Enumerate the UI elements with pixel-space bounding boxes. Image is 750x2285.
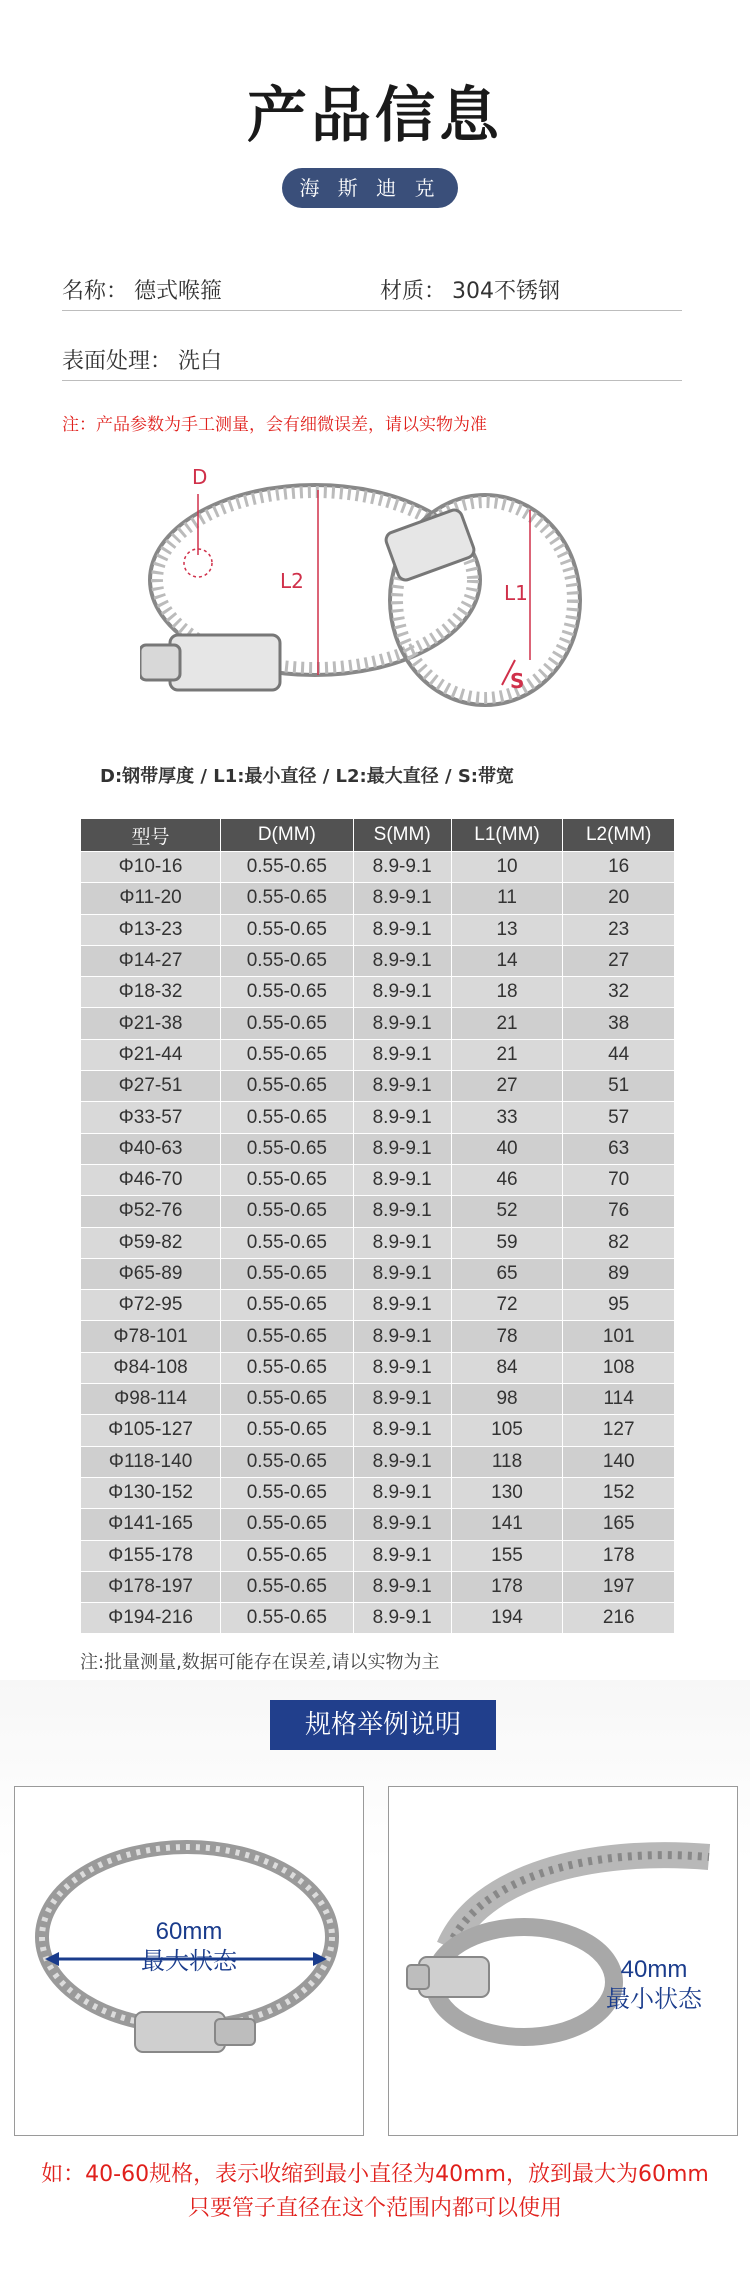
table-cell: Φ155-178 <box>81 1540 221 1571</box>
table-note: 注:批量测量,数据可能存在误差,请以实物为主 <box>80 1652 440 1673</box>
table-cell: 0.55-0.65 <box>221 1102 354 1133</box>
table-cell: Φ27-51 <box>81 1071 221 1102</box>
clamp-diagram <box>140 460 640 730</box>
table-cell: 95 <box>563 1290 675 1321</box>
table-cell: Φ52-76 <box>81 1196 221 1227</box>
table-row <box>81 1352 675 1383</box>
col-model: 型号 <box>81 819 221 852</box>
table-cell: 0.55-0.65 <box>221 1477 354 1508</box>
table-row <box>81 1008 675 1039</box>
table-row <box>81 1039 675 1070</box>
table-row <box>81 1415 675 1446</box>
table-cell: 14 <box>451 945 563 976</box>
table-cell: 27 <box>563 945 675 976</box>
example-explanation <box>0 2158 750 2226</box>
table-cell: 165 <box>563 1509 675 1540</box>
table-cell: 141 <box>451 1509 563 1540</box>
table-cell: 178 <box>451 1571 563 1602</box>
table-cell: 8.9-9.1 <box>353 1321 451 1352</box>
table-cell: 18 <box>451 977 563 1008</box>
table-cell: 8.9-9.1 <box>353 1258 451 1289</box>
example-panel-max <box>14 1786 364 2136</box>
table-row <box>81 1071 675 1102</box>
table-cell: 70 <box>563 1164 675 1195</box>
min-state-label: 最小状态 <box>606 1986 702 2013</box>
table-row <box>81 1603 675 1634</box>
table-cell: 155 <box>451 1540 563 1571</box>
table-cell: 194 <box>451 1603 563 1634</box>
table-cell: Φ65-89 <box>81 1258 221 1289</box>
table-cell: 0.55-0.65 <box>221 1227 354 1258</box>
table-row <box>81 1102 675 1133</box>
table-cell: Φ59-82 <box>81 1227 221 1258</box>
example-panel-min <box>388 1786 738 2136</box>
col-d: D(MM) <box>221 819 354 852</box>
spec-table-header <box>81 819 675 852</box>
table-cell: Φ33-57 <box>81 1102 221 1133</box>
table-cell: Φ14-27 <box>81 945 221 976</box>
small-clamp-screw-housing <box>384 508 476 582</box>
table-cell: 0.55-0.65 <box>221 914 354 945</box>
table-cell: Φ10-16 <box>81 852 221 883</box>
col-l2: L2(MM) <box>563 819 675 852</box>
label-l1: L1 <box>504 581 528 605</box>
table-row <box>81 977 675 1008</box>
table-row <box>81 1196 675 1227</box>
label-l2: L2 <box>280 569 304 593</box>
table-cell: 8.9-9.1 <box>353 852 451 883</box>
table-row <box>81 1164 675 1195</box>
example-line-2: 只要管子直径在这个范围内都可以使用 <box>187 2196 562 2221</box>
table-cell: 8.9-9.1 <box>353 1133 451 1164</box>
table-cell: 105 <box>451 1415 563 1446</box>
table-cell: 8.9-9.1 <box>353 1008 451 1039</box>
table-cell: 32 <box>563 977 675 1008</box>
table-cell: 140 <box>563 1446 675 1477</box>
table-row <box>81 883 675 914</box>
table-cell: 8.9-9.1 <box>353 1227 451 1258</box>
table-cell: 0.55-0.65 <box>221 1540 354 1571</box>
table-cell: Φ40-63 <box>81 1133 221 1164</box>
table-cell: 108 <box>563 1352 675 1383</box>
example-line-1: 如：40-60规格，表示收缩到最小直径为40mm，放到最大为60mm <box>41 2162 709 2187</box>
table-cell: 178 <box>563 1540 675 1571</box>
table-cell: 8.9-9.1 <box>353 1603 451 1634</box>
table-cell: 8.9-9.1 <box>353 1164 451 1195</box>
table-cell: 0.55-0.65 <box>221 1446 354 1477</box>
table-cell: 52 <box>451 1196 563 1227</box>
table-cell: 0.55-0.65 <box>221 945 354 976</box>
table-cell: 101 <box>563 1321 675 1352</box>
table-cell: 84 <box>451 1352 563 1383</box>
table-cell: 40 <box>451 1133 563 1164</box>
table-cell: 38 <box>563 1008 675 1039</box>
spec-table-body <box>81 852 675 1634</box>
table-row <box>81 1133 675 1164</box>
table-cell: 27 <box>451 1071 563 1102</box>
material-value: 304不锈钢 <box>452 279 560 304</box>
table-cell: Φ105-127 <box>81 1415 221 1446</box>
table-cell: 0.55-0.65 <box>221 1571 354 1602</box>
table-cell: 46 <box>451 1164 563 1195</box>
table-cell: 51 <box>563 1071 675 1102</box>
table-row <box>81 1321 675 1352</box>
table-cell: 0.55-0.65 <box>221 1008 354 1039</box>
brand-badge: 海 斯 迪 克 <box>282 168 458 208</box>
name-value: 德式喉箍 <box>134 279 223 304</box>
table-cell: 0.55-0.65 <box>221 977 354 1008</box>
table-cell: 23 <box>563 914 675 945</box>
table-cell: 44 <box>563 1039 675 1070</box>
table-cell: 8.9-9.1 <box>353 1290 451 1321</box>
table-cell: 65 <box>451 1258 563 1289</box>
large-clamp-screw-housing <box>170 635 280 690</box>
table-cell: 0.55-0.65 <box>221 1196 354 1227</box>
table-cell: 8.9-9.1 <box>353 1196 451 1227</box>
table-cell: 16 <box>563 852 675 883</box>
label-d: D <box>192 465 208 489</box>
table-cell: 8.9-9.1 <box>353 1102 451 1133</box>
table-row <box>81 1258 675 1289</box>
table-cell: 152 <box>563 1477 675 1508</box>
table-cell: 78 <box>451 1321 563 1352</box>
table-cell: 8.9-9.1 <box>353 1571 451 1602</box>
table-cell: 20 <box>563 883 675 914</box>
table-cell: 10 <box>451 852 563 883</box>
table-cell: 0.55-0.65 <box>221 1258 354 1289</box>
col-l1: L1(MM) <box>451 819 563 852</box>
table-cell: 8.9-9.1 <box>353 1415 451 1446</box>
table-cell: 8.9-9.1 <box>353 1446 451 1477</box>
table-cell: 127 <box>563 1415 675 1446</box>
table-cell: Φ18-32 <box>81 977 221 1008</box>
table-cell: 57 <box>563 1102 675 1133</box>
table-cell: 98 <box>451 1384 563 1415</box>
table-cell: 216 <box>563 1603 675 1634</box>
table-cell: Φ72-95 <box>81 1290 221 1321</box>
table-cell: 0.55-0.65 <box>221 1352 354 1383</box>
table-cell: 21 <box>451 1039 563 1070</box>
min-size-label <box>589 1955 719 2015</box>
label-s: S <box>510 669 525 693</box>
measurement-notice: 注：产品参数为手工测量，会有细微误差，请以实物为准 <box>62 415 487 435</box>
table-cell: 0.55-0.65 <box>221 1290 354 1321</box>
table-row <box>81 1290 675 1321</box>
table-cell: Φ11-20 <box>81 883 221 914</box>
table-cell: Φ46-70 <box>81 1164 221 1195</box>
table-row <box>81 1227 675 1258</box>
table-cell: Φ21-38 <box>81 1008 221 1039</box>
table-cell: 11 <box>451 883 563 914</box>
table-cell: 0.55-0.65 <box>221 1509 354 1540</box>
table-row <box>81 914 675 945</box>
min-size-value: 40mm <box>620 1956 688 1983</box>
table-row <box>81 1384 675 1415</box>
surface-label: 表面处理： <box>62 349 173 374</box>
table-cell: 0.55-0.65 <box>221 1039 354 1070</box>
table-cell: 72 <box>451 1290 563 1321</box>
table-row <box>81 1446 675 1477</box>
table-cell: Φ141-165 <box>81 1509 221 1540</box>
large-clamp-screw <box>140 645 180 680</box>
table-cell: 0.55-0.65 <box>221 1415 354 1446</box>
table-cell: 8.9-9.1 <box>353 914 451 945</box>
table-cell: 130 <box>451 1477 563 1508</box>
dimension-legend: D:钢带厚度 / L1:最小直径 / L2:最大直径 / S:带宽 <box>100 766 515 787</box>
table-cell: 0.55-0.65 <box>221 1384 354 1415</box>
table-cell: 8.9-9.1 <box>353 1039 451 1070</box>
max-size-label <box>109 1917 269 1977</box>
table-cell: 82 <box>563 1227 675 1258</box>
table-row <box>81 1477 675 1508</box>
info-row-surface <box>62 336 682 381</box>
table-cell: 114 <box>563 1384 675 1415</box>
table-cell: 0.55-0.65 <box>221 1164 354 1195</box>
table-cell: Φ84-108 <box>81 1352 221 1383</box>
surface-value: 洗白 <box>178 349 223 374</box>
table-cell: 59 <box>451 1227 563 1258</box>
table-cell: 8.9-9.1 <box>353 945 451 976</box>
table-cell: Φ78-101 <box>81 1321 221 1352</box>
page-title: 产品信息 <box>247 81 503 151</box>
table-cell: 0.55-0.65 <box>221 1133 354 1164</box>
table-cell: 8.9-9.1 <box>353 1477 451 1508</box>
table-cell: 13 <box>451 914 563 945</box>
max-size-value: 60mm <box>155 1918 223 1945</box>
table-cell: 8.9-9.1 <box>353 883 451 914</box>
table-cell: 197 <box>563 1571 675 1602</box>
spec-table <box>80 818 675 1634</box>
table-cell: 8.9-9.1 <box>353 1540 451 1571</box>
spec-example-title: 规格举例说明 <box>270 1700 496 1750</box>
table-cell: 21 <box>451 1008 563 1039</box>
table-cell: 63 <box>563 1133 675 1164</box>
table-cell: 0.55-0.65 <box>221 1321 354 1352</box>
table-row <box>81 1571 675 1602</box>
table-cell: 8.9-9.1 <box>353 1384 451 1415</box>
table-cell: Φ130-152 <box>81 1477 221 1508</box>
name-label: 名称： <box>62 279 129 304</box>
material-label: 材质： <box>380 279 447 304</box>
table-row <box>81 945 675 976</box>
table-cell: Φ178-197 <box>81 1571 221 1602</box>
col-s: S(MM) <box>353 819 451 852</box>
table-cell: 0.55-0.65 <box>221 1071 354 1102</box>
table-row <box>81 1509 675 1540</box>
table-cell: 8.9-9.1 <box>353 1071 451 1102</box>
table-cell: Φ118-140 <box>81 1446 221 1477</box>
table-cell: 0.55-0.65 <box>221 852 354 883</box>
table-cell: 8.9-9.1 <box>353 1352 451 1383</box>
table-cell: 8.9-9.1 <box>353 1509 451 1540</box>
table-row <box>81 852 675 883</box>
table-cell: 118 <box>451 1446 563 1477</box>
table-cell: 8.9-9.1 <box>353 977 451 1008</box>
table-cell: 33 <box>451 1102 563 1133</box>
info-row-name-material <box>62 266 682 311</box>
table-cell: Φ98-114 <box>81 1384 221 1415</box>
table-cell: Φ21-44 <box>81 1039 221 1070</box>
max-state-label: 最大状态 <box>141 1948 237 1975</box>
table-cell: 0.55-0.65 <box>221 1603 354 1634</box>
table-cell: 89 <box>563 1258 675 1289</box>
table-cell: 0.55-0.65 <box>221 883 354 914</box>
table-row <box>81 1540 675 1571</box>
table-cell: 76 <box>563 1196 675 1227</box>
table-cell: Φ194-216 <box>81 1603 221 1634</box>
table-cell: Φ13-23 <box>81 914 221 945</box>
